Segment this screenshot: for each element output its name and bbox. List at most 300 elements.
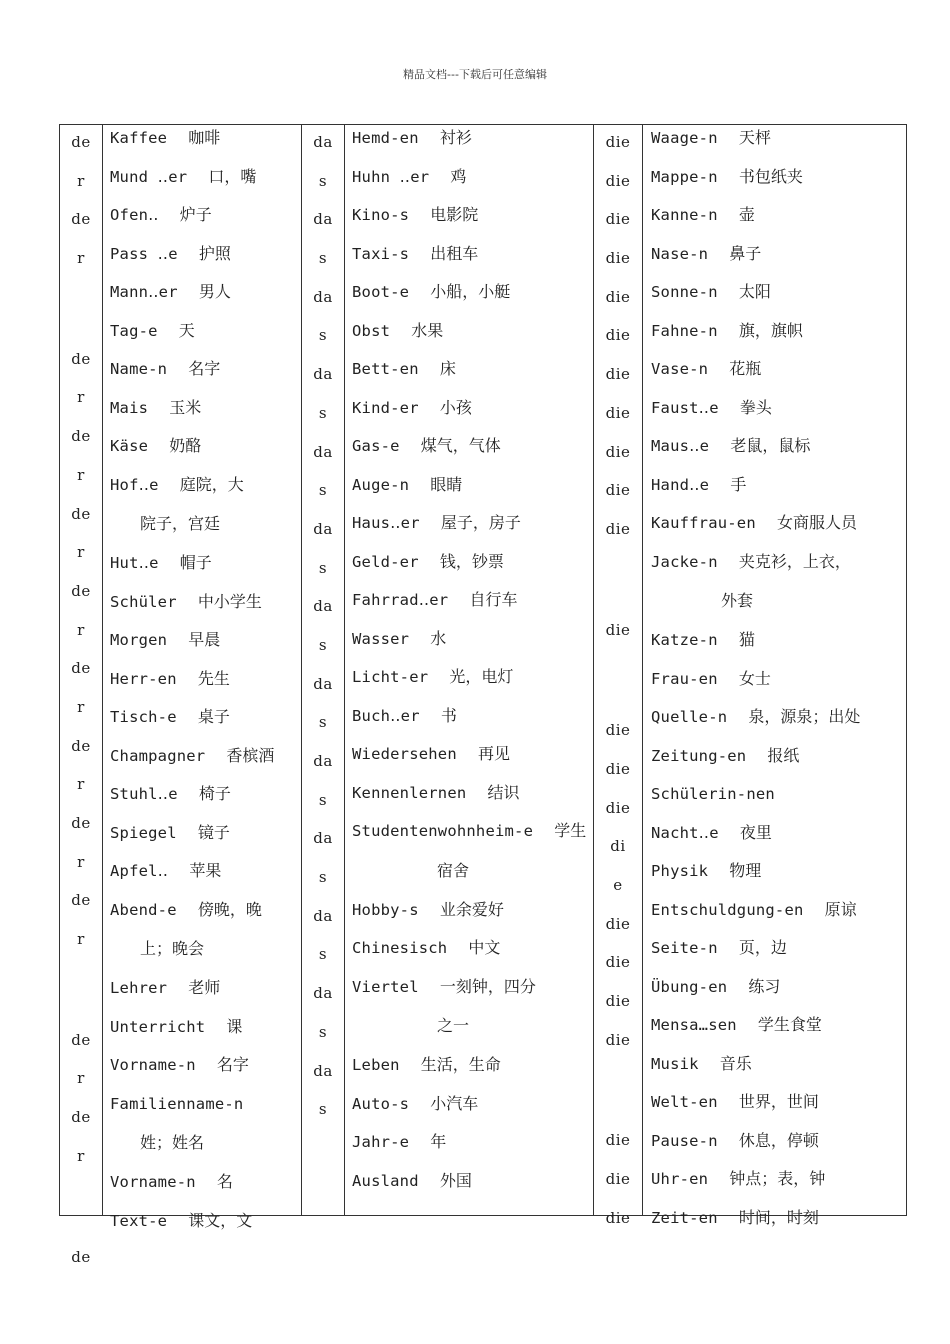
chinese-translation: 拳头 [739,397,772,417]
chinese-translation: 小船，小艇 [430,282,511,301]
chinese-translation: 书 [440,705,457,725]
chinese-translation: 煤气，气体 [420,436,501,455]
german-word: Sonne-n [651,283,718,301]
vocab-entry [651,350,901,389]
chinese-translation: 苹果 [189,861,222,880]
german-word: Mund ‥er [110,167,188,186]
article-label: de [71,210,91,229]
column-divider [344,125,345,1215]
vocab-entry [110,427,300,466]
chinese-translation: 世界，世间 [738,1092,819,1111]
german-word: Käse [110,437,149,455]
article-label: r [77,543,85,562]
article-label: r [77,1146,85,1165]
german-word: Ausland [352,1171,419,1190]
vocab-entry [110,1008,300,1047]
german-word: Musik [651,1054,699,1073]
article-label: r [77,697,85,716]
article-label: die [605,1170,631,1189]
vocab-entry [110,466,300,505]
vocab-entry [110,775,300,814]
article-label: s [318,790,328,809]
article-label: die [605,210,631,229]
vocab-entry [651,273,901,312]
chinese-translation: 音乐 [719,1053,752,1073]
german-word: Faust‥e [651,398,719,417]
chinese-translation: 镜子 [197,822,230,842]
article-label: r [77,775,85,794]
article-label: da [313,984,333,1003]
article-label: s [318,635,328,654]
vocab-entry [352,427,592,466]
vocabulary-table [59,124,907,1266]
vocab-entry [651,158,901,197]
chinese-translation: 休息，停顿 [738,1130,819,1150]
vocab-entry [651,852,901,891]
vocab-entry [110,158,300,197]
german-word: Nase-n [651,244,709,263]
chinese-translation: 猫 [738,630,755,649]
vocab-entry [110,544,300,583]
chinese-translation: 早晨 [188,630,221,649]
chinese-translation: 原谅 [824,899,857,919]
vocab-entry [110,235,300,274]
article-label: de [71,1108,91,1127]
chinese-translation: 傍晚，晚 [197,899,262,919]
german-word: Kind-er [352,398,419,417]
word-column-der [110,119,300,1230]
article-column-das [302,129,344,1215]
chinese-translation: 眼睛 [430,474,463,494]
vocab-entry [651,389,901,428]
vocab-entry [110,583,300,622]
vocab-entry [651,504,901,543]
german-word: Auto-s [352,1094,410,1113]
vocab-entry [651,660,901,699]
german-word: Fahne-n [651,321,718,340]
german-word: Familienname-n [110,1094,244,1113]
article-label: s [318,945,328,964]
vocab-entry [651,775,901,814]
german-word: Kanne-n [651,206,718,224]
vocab-entry [352,697,592,736]
vocab-entry [352,891,592,930]
chinese-translation: 中小学生 [197,591,262,611]
vocab-entry [352,273,592,312]
vocab-entry [352,119,592,158]
german-word: Chinesisch [352,939,448,957]
article-label: r [77,852,85,871]
vocab-entry [110,660,300,699]
german-word: Hut‥e [110,554,159,572]
article-label [60,1182,102,1244]
vocab-entry [651,543,901,582]
article-label: da [313,752,333,770]
chinese-translation: 天 [178,320,195,340]
article-label: r [77,620,85,639]
article-label [60,284,102,346]
german-word: Uhr-en [651,1170,709,1188]
article-label: da [313,442,333,461]
article-label: die [605,1030,631,1049]
vocab-entry [352,504,592,543]
chinese-translation: 奶酪 [169,436,202,455]
translation-continuation: 上；晚会 [140,939,205,958]
german-word: Quelle-n [651,708,728,726]
chinese-translation: 花瓶 [729,359,762,378]
chinese-translation: 床 [439,359,456,378]
chinese-translation: 鸡 [450,166,467,186]
translation-continuation: 姓；姓名 [140,1133,205,1152]
german-word: Herr-en [110,669,177,688]
vocab-entry [110,312,300,351]
vocab-entry [352,196,592,235]
vocab-entry [651,737,901,776]
article-label: s [318,403,328,422]
article-label: die [605,481,631,500]
chinese-translation: 书包纸夹 [738,166,803,186]
vocab-entry [110,1046,300,1085]
chinese-translation: 名 [216,1172,233,1191]
vocab-entry [651,1006,901,1045]
article-label [594,655,642,717]
vocab-entry [110,1085,300,1124]
article-label: de [71,427,91,446]
column-divider [642,125,643,1215]
article-label: di [610,837,626,856]
article-column-die [594,129,642,1227]
german-word: Vase-n [651,360,709,378]
german-word: Nacht‥e [651,823,719,842]
chinese-translation: 先生 [197,668,230,688]
vocab-entry [352,466,592,505]
page-header: 精品文档---下载后可任意编辑 [403,68,547,81]
german-word: Stuhl‥e [110,785,178,803]
chinese-translation: 钟点；表，钟 [729,1169,826,1188]
article-label: die [605,953,631,972]
article-label: de [71,1247,91,1266]
vocab-entry [110,891,300,930]
german-word: Jahr-e [352,1133,410,1151]
vocab-entry [110,814,300,853]
german-word: Pause-n [651,1131,718,1150]
german-word: Hobby-s [352,900,419,919]
translation-continuation: 外套 [721,591,754,610]
vocab-entry [110,350,300,389]
chinese-translation: 一刻钟，四分 [439,976,536,996]
german-word: Name-n [110,360,168,378]
german-word: Kennenlernen [352,783,467,802]
vocab-entry [110,389,300,428]
article-label: die [605,442,631,461]
chinese-translation: 旗，旗帜 [738,320,803,340]
chinese-translation: 口，嘴 [208,166,257,186]
german-word: Schülerin-nen [651,785,775,803]
article-label [594,1065,642,1127]
vocab-entry [651,1122,901,1161]
vocab-entry [352,1123,592,1162]
chinese-translation: 老鼠，鼠标 [730,436,811,455]
translation-continuation: 院子，宫廷 [140,514,221,533]
vocab-entry [651,929,901,968]
german-word: Haus‥er [352,514,420,532]
article-label: die [605,171,631,190]
german-word: Bett-en [352,360,419,378]
german-word: Hof‥e [110,475,159,494]
chinese-translation: 玉米 [169,397,202,417]
article-label: da [313,210,333,229]
article-label: die [605,798,631,817]
vocab-entry [651,119,901,158]
german-word: Ofen‥ [110,206,159,224]
vocab-entry [110,1163,300,1202]
vocab-entry [651,235,901,274]
chinese-translation: 时间，时刻 [738,1207,819,1227]
chinese-translation: 课文，文 [188,1210,253,1230]
article-label: de [71,349,91,368]
chinese-translation: 中文 [468,938,501,957]
vocab-entry [352,812,592,851]
word-column-das [352,119,592,1215]
article-label: da [313,674,333,693]
german-word: Seite-n [651,939,718,957]
article-label: s [318,481,328,500]
article-label: de [71,891,91,910]
article-label: r [77,388,85,407]
german-word: Lehrer [110,979,168,997]
article-label: die [605,914,631,933]
article-label: da [313,133,333,151]
german-word: Unterricht [110,1017,206,1036]
vocab-entry [352,543,592,582]
chinese-translation: 结识 [487,782,520,802]
german-word: Taxi-s [352,244,410,263]
german-word: Tag-e [110,321,158,340]
vocab-entry [352,929,592,968]
article-label: de [71,504,91,523]
vocab-entry [352,968,592,1007]
vocab-entry [352,312,592,351]
vocab-entry [352,235,592,274]
vocab-entry [352,350,592,389]
chinese-translation: 壶 [738,205,755,224]
chinese-translation: 钱，钞票 [439,551,504,571]
german-word: Hand‥e [651,475,710,494]
german-word: Wasser [352,629,410,648]
article-label: s [318,713,328,732]
german-word: Leben [352,1056,400,1074]
german-word: Kino-s [352,206,410,224]
chinese-translation: 小汽车 [430,1093,479,1113]
vocab-entry [651,814,901,853]
article-label: die [605,992,631,1011]
chinese-translation: 老师 [188,978,221,997]
vocab-entry [352,1162,592,1201]
chinese-translation: 名字 [188,359,221,378]
vocab-entry [651,621,901,660]
chinese-translation: 出租车 [430,243,479,263]
vocab-entry [651,1083,901,1122]
german-word: Maus‥e [651,437,710,455]
german-word: Katze-n [651,631,718,649]
article-label: de [71,659,91,678]
article-label: da [313,365,333,384]
article-label: da [313,597,333,616]
chinese-translation: 咖啡 [188,128,221,147]
translation-continuation: 之一 [437,1016,470,1035]
chinese-translation: 年 [430,1132,447,1151]
article-label: de [71,133,91,151]
article-label: r [77,171,85,190]
chinese-translation: 泉，源泉；出处 [748,707,861,726]
german-word: Boot-e [352,283,410,301]
chinese-translation: 香槟酒 [226,745,275,765]
article-label: de [71,736,91,755]
german-word: Text-e [110,1211,168,1230]
german-word: Mappe-n [651,167,718,186]
german-word: Pass ‥e [110,244,178,263]
chinese-translation: 夹克衫，上衣， [738,551,851,571]
german-word: Entschuldgung-en [651,900,804,919]
article-label: da [313,287,333,306]
german-word: Schüler [110,592,177,611]
article-label: s [318,868,328,887]
german-word: Wiedersehen [352,745,457,763]
chinese-translation: 衬衫 [439,128,472,147]
chinese-translation: 男人 [198,282,231,301]
article-label: e [613,876,623,894]
chinese-translation: 天枰 [738,128,771,147]
vocab-entry [110,969,300,1008]
german-word: Viertel [352,977,419,996]
vocab-entry [651,1199,901,1238]
article-column-der [60,129,102,1266]
vocab-entry [110,119,300,158]
article-label: s [318,171,328,190]
vocab-entry [651,891,901,930]
german-word: Abend-e [110,900,177,919]
translation-continuation: 宿舍 [437,860,470,880]
article-label: die [605,620,631,639]
article-label: de [71,814,91,832]
german-word: Studentenwohnheim-e [352,822,534,840]
article-label [60,965,102,1027]
article-label: die [605,759,631,778]
german-word: Geld-er [352,552,419,571]
german-word: Zeitung-en [651,746,747,765]
vocab-entry [110,698,300,737]
chinese-translation: 报纸 [767,745,800,765]
vocab-entry [651,196,901,235]
article-label: s [318,1100,328,1119]
chinese-translation: 业余爱好 [439,899,504,919]
vocab-entry [651,1160,901,1199]
german-word: Zeit-en [651,1208,718,1227]
vocab-entry [352,620,592,659]
german-word: Mais [110,398,149,417]
vocab-entry [352,158,592,197]
vocab-entry [352,658,592,697]
chinese-translation: 自行车 [469,590,518,609]
chinese-translation: 椅子 [198,784,231,803]
article-label: r [77,249,85,268]
german-word: Vorname-n [110,1056,196,1074]
article-label: die [605,721,631,740]
article-label: de [71,581,91,600]
article-label: r [77,930,85,949]
article-label: die [605,1131,631,1150]
article-label: die [605,519,631,538]
vocab-entry [110,1202,300,1241]
chinese-translation: 屋子，房子 [440,513,521,532]
german-word: Huhn ‥er [352,167,430,186]
german-word: Frau-en [651,669,718,688]
chinese-translation: 页，边 [738,938,787,957]
chinese-translation: 小孩 [439,397,472,417]
article-label: s [318,558,328,577]
vocab-entry [110,621,300,660]
german-word: Welt-en [651,1093,718,1111]
chinese-translation: 光，电灯 [449,667,514,686]
chinese-translation: 外国 [439,1170,472,1190]
chinese-translation: 护照 [198,243,231,263]
german-word: Mann‥er [110,283,178,301]
article-label: s [318,326,328,345]
chinese-translation: 练习 [748,976,781,996]
vocab-entry [352,389,592,428]
article-label: die [605,403,631,422]
chinese-translation: 水果 [411,320,444,340]
german-word: Licht-er [352,668,429,686]
german-word: Physik [651,862,709,880]
chinese-translation: 手 [730,474,747,494]
chinese-translation: 课 [226,1016,243,1036]
german-word: Waage-n [651,129,718,147]
vocab-entry [110,273,300,312]
article-label: die [605,249,631,268]
vocab-entry [352,774,592,813]
word-column-die [651,119,901,1227]
article-label: da [313,519,333,538]
vocab-entry [651,427,901,466]
article-label: da [313,1061,333,1080]
chinese-translation: 炉子 [179,205,212,224]
vocab-entry [352,1085,592,1124]
column-divider [102,125,103,1215]
article-label: die [605,326,631,345]
chinese-translation: 生活，生命 [420,1055,501,1074]
german-word: Champagner [110,746,206,765]
article-label: die [605,133,631,151]
vocab-entry [352,735,592,774]
chinese-translation: 水 [430,628,447,648]
vocab-entry [352,581,592,620]
article-label: r [77,465,85,484]
chinese-translation: 夜里 [739,822,772,842]
german-word: Jacke-n [651,552,718,571]
chinese-translation: 太阳 [738,282,771,301]
article-label: r [77,1069,85,1088]
vocab-entry [651,968,901,1007]
german-word: Fahrrad‥er [352,591,449,609]
german-word: Obst [352,321,391,340]
chinese-translation: 学生食堂 [757,1015,822,1034]
chinese-translation: 庭院，大 [179,474,244,494]
vocab-entry [651,466,901,505]
chinese-translation: 桌子 [197,707,230,726]
chinese-translation: 帽子 [179,553,212,572]
article-label: da [313,829,333,848]
